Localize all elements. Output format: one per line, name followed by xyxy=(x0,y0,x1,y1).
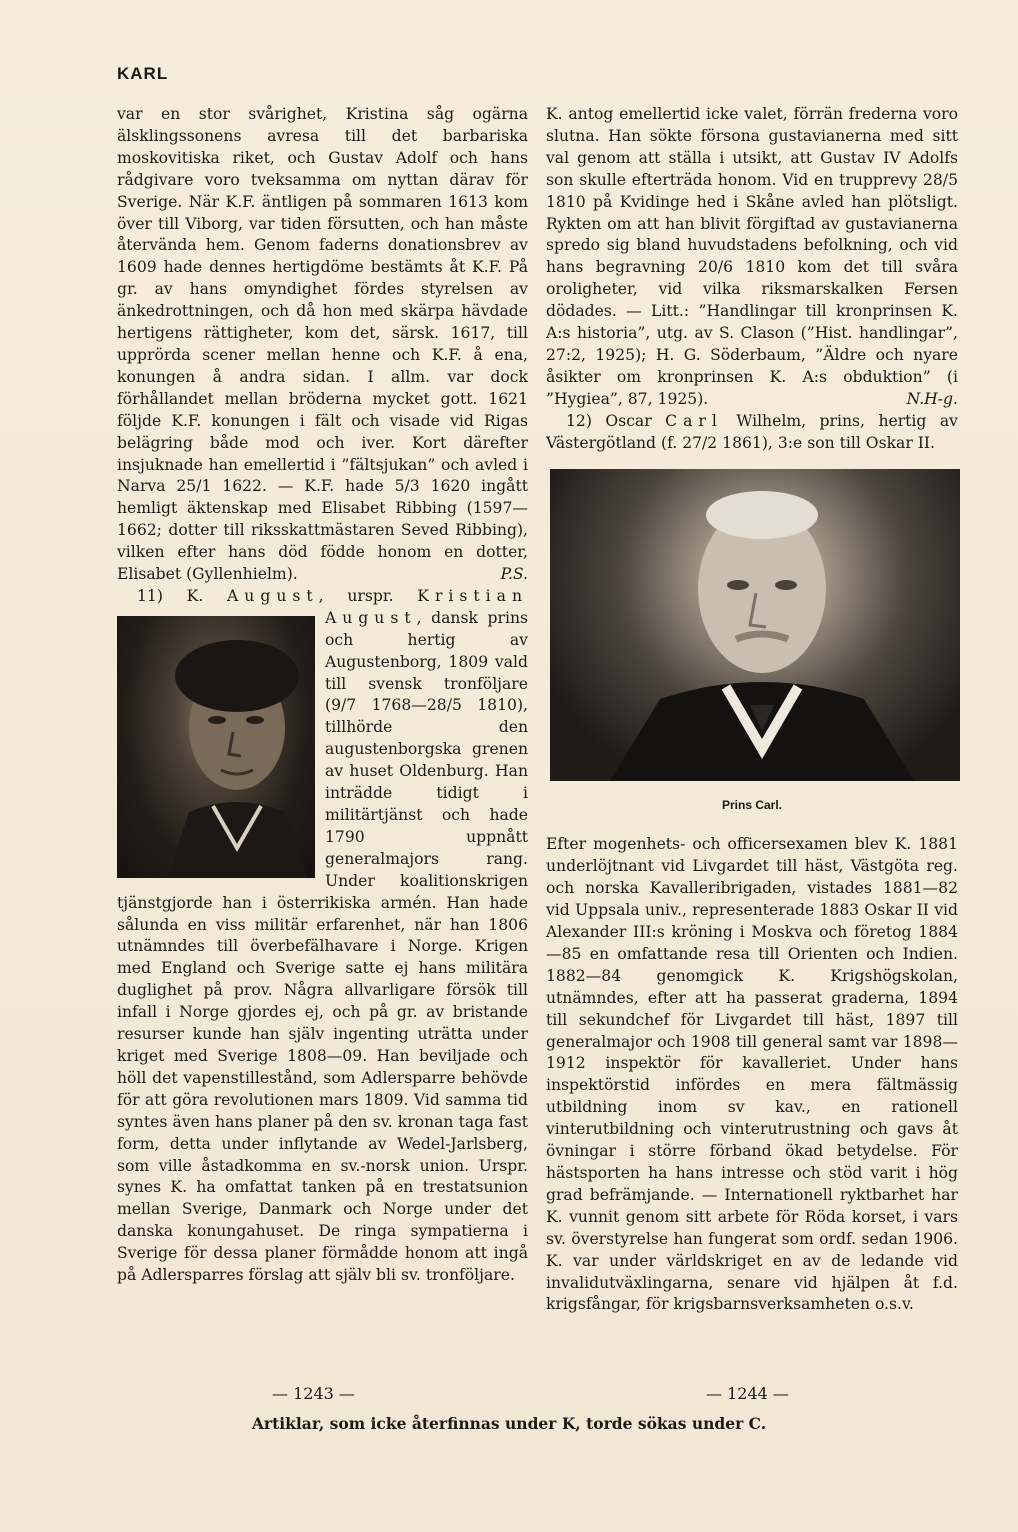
image-caption: Prins Carl. xyxy=(721,797,783,812)
running-head: KARL xyxy=(117,64,169,83)
author-signature: P.S. xyxy=(500,565,528,584)
page-number-left: — 1243 — xyxy=(272,1384,355,1403)
left-column xyxy=(117,104,528,1287)
portrait-engraving-icon xyxy=(117,616,315,878)
entry-name-alt: Kristian August xyxy=(325,586,528,627)
author-signature: N.H-g. xyxy=(906,389,958,408)
entry-name: Carl xyxy=(665,411,723,430)
entry-11: 11) K. August, urspr. Kristian August , dansk prins och hertig av Augustenborg, 1809 vald till svensk tronföljare (9/7 1768—28/5 1810), tillhörde den augustenborgska grenen av huset Oldenburg. Han inträdde tidigt i militärtjänst och hade 1790 uppnått generalmajors rang. Under koalitionskrigen tjänstgjorde han i österrikiska armén. Han hade sålunda en viss militär erfarenhet, när han 1806 utnämndes till överbefälhavare i Norge. Krigen med England och Sverige satte ej hans militära duglighet på prov. Några allvarligare försök till infall i Norge gjordes ej, och på gr. av bristande resurser kunde han själv ingenting uträtta under kriget med Sverige 1808—09. Han beviljade och höll det vapenstillestånd, som Adlersparre behövde för att göra revolutionen mars 1809. Vid samma tid syntes även hans planer på den sv. kronan taga fast form, detta under inflytande av Wedel-Jarlsberg, som ville åstadkomma en sv.-norsk union. Urspr. synes K. ha omfattat tanken på en trestatsunion mellan Sverige, Danmark och Norge under det danska konungahuset. De ringa sympatierna i Sverige för dessa planer förmådde honom att ingå på Adlersparres förslag att själv bli sv. tronföljare. xyxy=(117,586,528,1285)
page-number-right: — 1244 — xyxy=(706,1384,789,1403)
paragraph: Efter mogenhets- och officersexamen blev K. 1881 underlöjtnant vid Livgardet till häst, Västgöta reg. och norska Kavalleribrigaden, vistades 1881—82 vid Uppsala univ., representerade 1883 Oskar II vid Alexander III:s kröning i Moskva och företog 1884—85 en omfattande resa till Orienten och Indien. 1882—84 genomgick K. Krigshögskolan, utnämndes, efter att ha passerat graderna, 1894 till sekundchef för Livgardet till häst, 1897 till generalmajor och 1908 till general samt var 1898—1912 inspektör för kavalleriet. Under hans inspektörstid infördes en mera fältmässig utbildning inom sv kav., en rationell vinterutbildning och vinterutrustning och gavs åt övningar i större förband ökad betydelse. För hästsporten ha hans intresse och stöd varit i hög grad befrämjande. — Internationell ryktbarhet har K. vunnit genom sitt arbete för Röda korset, i vars sv. överstyrelse han fungerat som ordf. sedan 1906. K. var under världskriget en av de ledande vid invalidutväxlingarna, senare vid hjälpen åt f.d. krigsfångar, för krigsbarnsverksamheten o.s.v. xyxy=(546,835,958,1314)
paragraph: K. antog emellertid icke valet, förrän frederna voro slutna. Han sökte försona gustavianerna med sitt val genom att ställa i utsikt, att Gustav IV Adolfs son skulle efterträda honom. Vid en trupprevy 28/5 1810 på Kvidinge hed i Skåne avled han plötsligt. Rykten om att han blivit förgiftad av gustavianerna spredo sig bland huvudstadens befolkning, och vid hans begravning 20/6 1810 kom det till svåra oroligheter, vid vilka riksmarskalken Fersen dödades. — Litt.: ”Handlingar till kronprinsen K. A:s historia”, utg. av S. Clason (”Hist. handlingar”, 27:2, 1925); H. G. Söderbaum, ”Äldre och nyare åsikter om kronprinsen K. A:s obduktion” (i ”Hygiea”, 87, 1925). N.H-g. xyxy=(546,104,958,411)
paragraph: var en stor svårighet, Kristina såg ogärna älsklingssonens avresa till det barbariska moskovitiska riket, och Gustav Adolf och hans rådgivare voro tveksamma om nyttan därav för Sverige. När K.F. äntligen på sommaren 1613 kom över till Viborg, var tiden försutten, och han måste återvända hem. Genom faderns donationsbrev av 1609 hade dennes hertigdöme bestämts åt K.F. På gr. av hans omyndighet fördes styrelsen av änkedrottningen, och då hon med skärpa hävdade hertigens rättigheter, kom det, särsk. 1617, till upprörda scener mellan henne och K.F. å ena, konungen å andra sidan. I allm. var dock förhållandet mellan bröderna mycket gott. 1621 följde K.F. konungen i fält och visade vid Rigas belägring både mod och iver. Kort därefter insjuknade han emellertid i ”fältsjukan” och avled i Narva 25/1 1622. — K.F. hade 5/3 1620 ingått hemligt äktenskap med Elisabet Ribbing (1597—1662; dotter till riksskattmästaren Seved Ribbing), vilken efter hans död födde honom en dotter, Elisabet (Gyllenhielm). P.S. xyxy=(117,104,528,586)
footer-note: Artiklar, som icke återfinnas under K, torde sökas under C. xyxy=(251,1414,767,1433)
right-column xyxy=(546,104,958,1316)
entry-name: August xyxy=(227,586,319,605)
entry-12: 12) Oscar Carl Wilhelm, prins, hertig av Västergötland (f. 27/2 1861), 3:e son till Oskar II. xyxy=(546,411,958,452)
portrait-photo-icon xyxy=(550,469,960,781)
